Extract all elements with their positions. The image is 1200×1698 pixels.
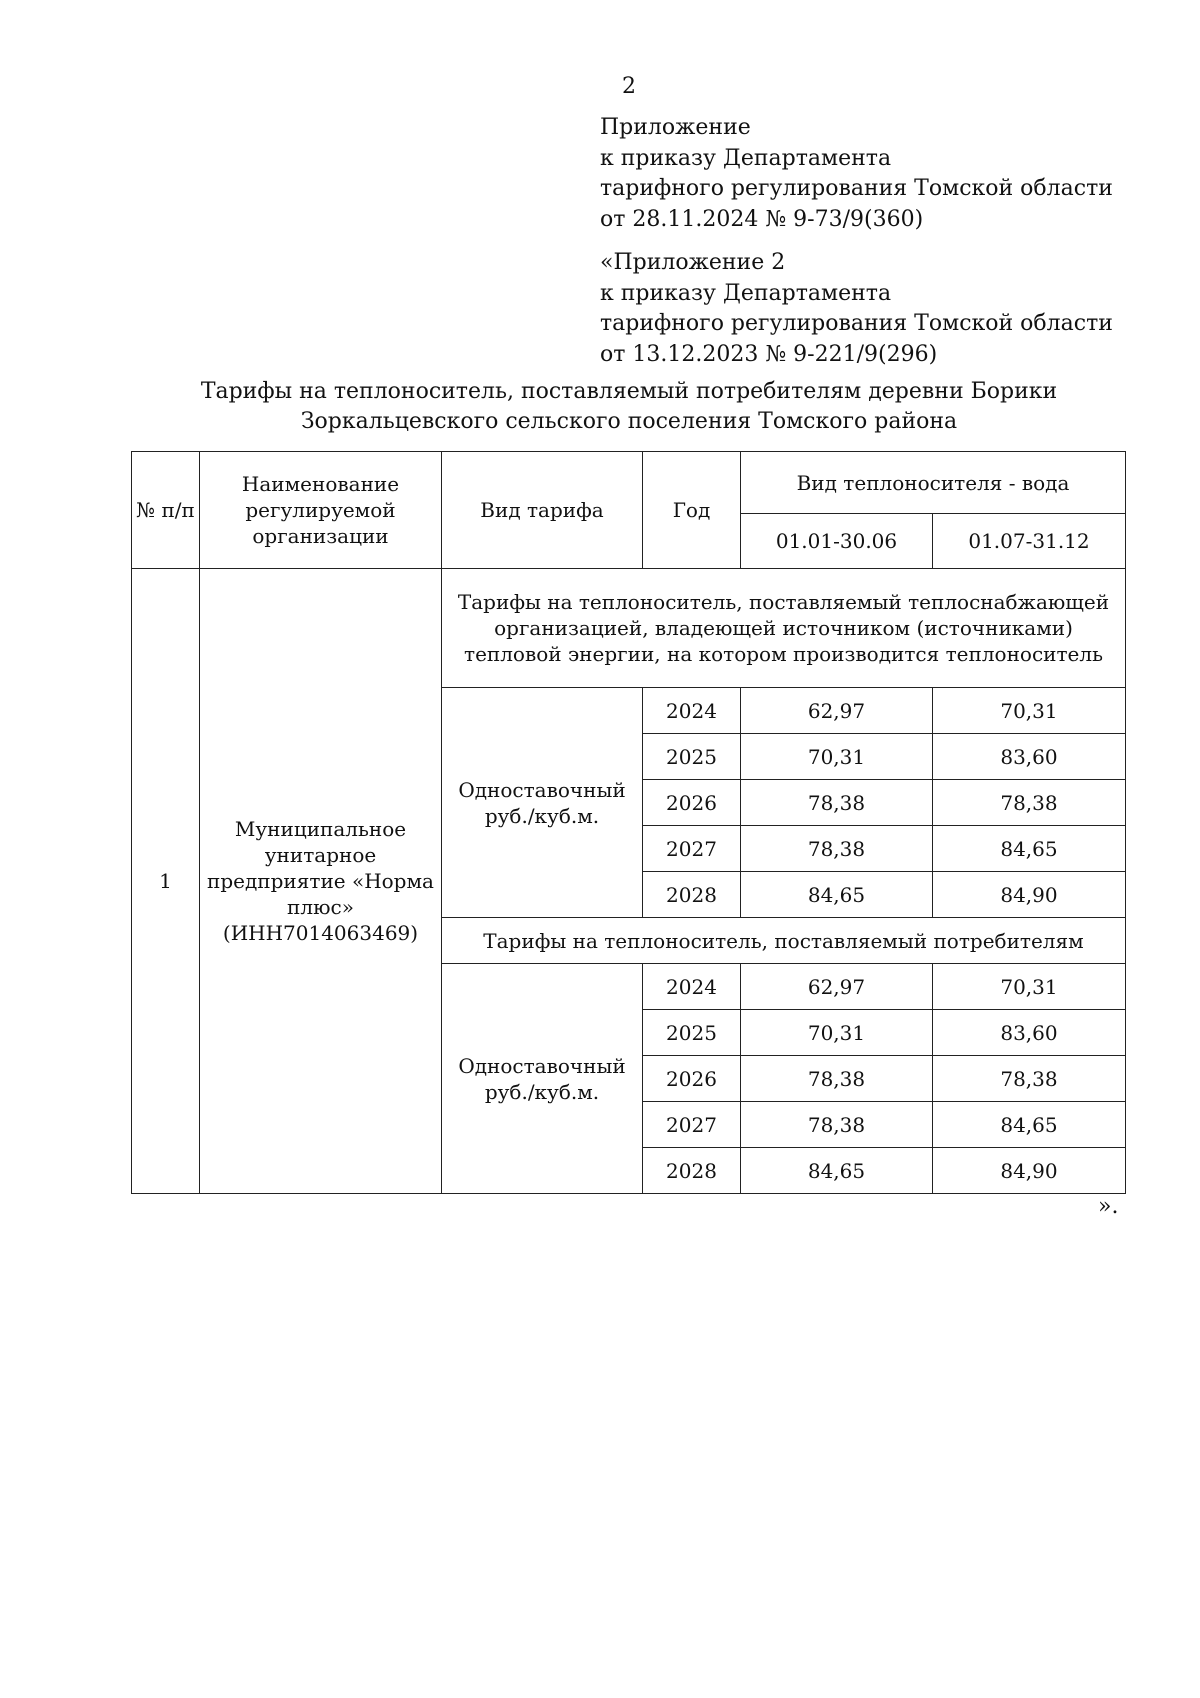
value-cell: 78,38 <box>741 1102 933 1148</box>
year-cell: 2024 <box>643 688 741 734</box>
header-tariff-type: Вид тарифа <box>442 452 643 569</box>
section-title: Тарифы на теплоноситель, поставляемый потребителям <box>442 918 1126 964</box>
appendix-line: от 28.11.2024 № 9-73/9(360) <box>600 206 924 232</box>
year-cell: 2026 <box>643 780 741 826</box>
tariff-type-cell: Одноставочный руб./куб.м. <box>442 688 643 918</box>
row-number: 1 <box>132 569 200 1194</box>
title-line: Тарифы на теплоноситель, поставляемый потребителям деревни Борики <box>200 379 1058 404</box>
section-title: Тарифы на теплоноситель, поставляемый теплоснабжающей организацией, владеющей источником (источниками) тепловой энергии, на котором производится теплоноситель <box>442 569 1126 688</box>
value-cell: 70,31 <box>933 964 1126 1010</box>
year-cell: 2025 <box>643 1010 741 1056</box>
closing-quote: ». <box>1098 1194 1119 1219</box>
header-number: № п/п <box>132 452 200 569</box>
value-cell: 83,60 <box>933 734 1126 780</box>
year-cell: 2024 <box>643 964 741 1010</box>
year-cell: 2027 <box>643 826 741 872</box>
value-cell: 84,65 <box>933 826 1126 872</box>
value-cell: 78,38 <box>933 1056 1126 1102</box>
value-cell: 62,97 <box>741 964 933 1010</box>
organization-name: Муниципальное унитарное предприятие «Норма плюс» (ИНН7014063469) <box>200 569 442 1194</box>
header-organization: Наименование регулируемой организации <box>200 452 442 569</box>
value-cell: 78,38 <box>741 780 933 826</box>
value-cell: 70,31 <box>741 1010 933 1056</box>
title-line: Зоркальцевского сельского поселения Томского района <box>300 409 958 434</box>
header-year: Год <box>643 452 741 569</box>
year-cell: 2025 <box>643 734 741 780</box>
header-period-2: 01.07-31.12 <box>933 514 1126 569</box>
appendix-line: тарифного регулирования Томской области <box>600 176 1113 201</box>
value-cell: 78,38 <box>741 826 933 872</box>
value-cell: 62,97 <box>741 688 933 734</box>
year-cell: 2027 <box>643 1102 741 1148</box>
year-cell: 2028 <box>643 1148 741 1194</box>
value-cell: 78,38 <box>933 780 1126 826</box>
value-cell: 83,60 <box>933 1010 1126 1056</box>
quoted-appendix-header <box>600 248 1113 370</box>
appendix-header <box>600 113 1113 235</box>
appendix-line: «Приложение 2 <box>600 250 786 275</box>
year-cell: 2028 <box>643 872 741 918</box>
appendix-line: Приложение <box>600 115 751 140</box>
year-cell: 2026 <box>643 1056 741 1102</box>
value-cell: 70,31 <box>933 688 1126 734</box>
value-cell: 84,65 <box>933 1102 1126 1148</box>
appendix-line: тарифного регулирования Томской области <box>600 311 1113 336</box>
header-heat-carrier: Вид теплоносителя - вода <box>741 452 1126 514</box>
document-title <box>130 377 1128 437</box>
value-cell: 84,90 <box>933 1148 1126 1194</box>
value-cell: 84,65 <box>741 872 933 918</box>
tariff-table <box>131 451 1126 1194</box>
value-cell: 78,38 <box>741 1056 933 1102</box>
header-period-1: 01.01-30.06 <box>741 514 933 569</box>
value-cell: 84,90 <box>933 872 1126 918</box>
appendix-line: к приказу Департамента <box>600 280 892 306</box>
tariff-type-cell: Одноставочный руб./куб.м. <box>442 964 643 1194</box>
value-cell: 84,65 <box>741 1148 933 1194</box>
appendix-line: к приказу Департамента <box>600 145 892 171</box>
page-number: 2 <box>622 74 636 99</box>
value-cell: 70,31 <box>741 734 933 780</box>
appendix-line: от 13.12.2023 № 9-221/9(296) <box>600 341 938 367</box>
